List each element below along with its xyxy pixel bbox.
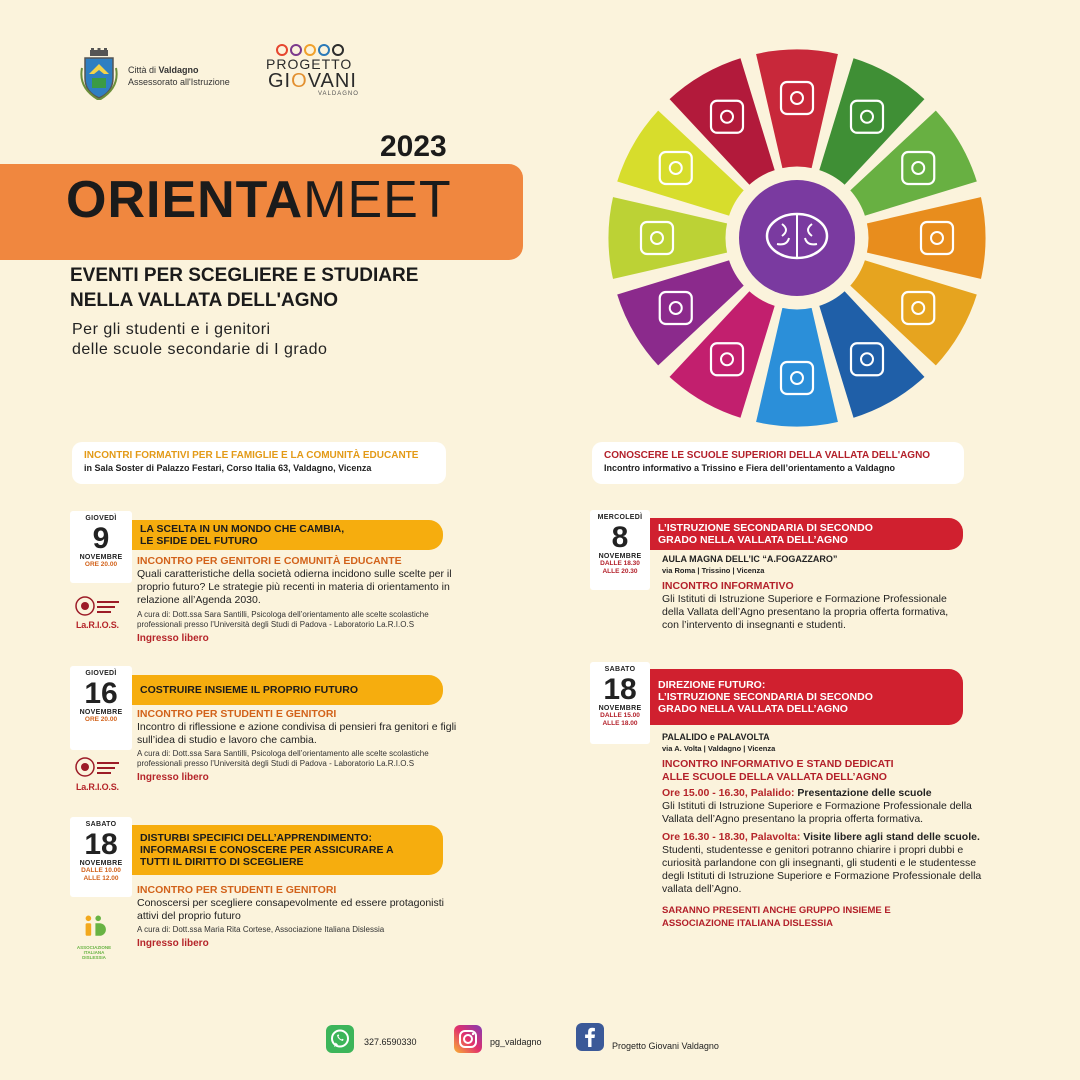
event-title: L’ISTRUZIONE SECONDARIA DI SECONDO GRADO NELLA VALLATA DELL’AGNO (650, 518, 963, 550)
event-details: INCONTRO PER STUDENTI E GENITORI Incontro di riflessione e azione condivisa di pensieri fra genitori e figli sull’idea di studio e lavoro che cambia. A cura di: Dott.ssa Sara Santilli, Psicologa dell’orientamento alle scelte scolastiche professionali presso l’Università degli Studi di Padova - Laboratorio La.R.I.O.S Ingresso libero (137, 708, 457, 783)
event-year: 2023 (380, 130, 447, 163)
date-card: SABATO 18 NOVEMBRE DALLE 15.00 ALLE 18.00 (590, 662, 650, 744)
university-padova-logo (74, 756, 120, 785)
whatsapp-number[interactable]: 327.6590330 (364, 1037, 417, 1047)
event-title: LA SCELTA IN UN MONDO CHE CAMBIA, LE SFIDE DEL FUTURO (132, 520, 443, 550)
date-card: MERCOLEDÌ 8 NOVEMBRE DALLE 18.30 ALLE 20.30 (590, 510, 650, 590)
orientation-wheel (597, 38, 997, 438)
facebook-page[interactable]: Progetto Giovani Valdagno (612, 1041, 719, 1051)
target-audience: Per gli studenti e i genitori delle scuole secondarie di I grado (72, 321, 328, 358)
event-details: INCONTRO INFORMATIVO E STAND DEDICATI ALLE SCUOLE DELLA VALLATA DELL’AGNO Ore 15.00 - 16.30, Palalido: Presentazione delle scuole Gli Istituti di Istruzione Superiore e Formazione Professionale della Vallata dell’Agno presentano la propria offerta formativa. Ore 16.30 - 18.30, Palavolta: Visite libere agli stand delle scuole. Studenti, studentesse e genitori potranno chiarire i propri dubbi e curiosità parlandone con gli insegnanti, gli studenti e le studentesse degli Istituti di Istruzione Superiore e Formazione Professionale della vallata dell’Agno. SARANNO PRESENTI ANCHE GRUPPO INSIEME E ASSOCIAZIONE ITALIANA DISLESSIA (662, 758, 982, 929)
event-details: INCONTRO INFORMATIVO Gli Istituti di Istruzione Superiore e Formazione Professionale della Vallata dell’Agno presentano la propria offerta formativa, con l’intervento di insegnanti e studenti. (662, 580, 949, 631)
instagram-icon[interactable] (454, 1025, 482, 1053)
larios-logo: La.R.I.O.S. (76, 620, 119, 630)
event-location: PALALIDO e PALAVOLTA via A. Volta | Valdagno | Vicenza (662, 732, 776, 753)
aid-logo: ASSOCIAZIONE ITALIANA DISLESSIA (76, 912, 112, 960)
left-section-header: INCONTRI FORMATIVI PER LE FAMIGLIE E LA COMUNITÀ EDUCANTE in Sala Soster di Palazzo Festari, Corso Italia 63, Valdagno, Vicenza (72, 442, 446, 484)
event-details: INCONTRO PER STUDENTI E GENITORI Conoscersi per scegliere consapevolmente ed essere protagonisti attivi del proprio futuro A cura di: Dott.ssa Maria Rita Cortese, Associazione Italiana Dislessia Ingresso libero (137, 884, 445, 949)
progetto-giovani-logo: PROGETTO GIOVANI VALDAGNO (262, 44, 372, 104)
date-card: SABATO 18 NOVEMBRE DALLE 10.00 ALLE 12.00 (70, 817, 132, 897)
page-subtitle: EVENTI PER SCEGLIERE E STUDIARE NELLA VALLATA DELL'AGNO (70, 265, 419, 311)
city-crest-icon (80, 48, 118, 100)
whatsapp-icon[interactable] (326, 1025, 354, 1053)
event-details: INCONTRO PER GENITORI E COMUNITÀ EDUCANTE Quali caratteristiche della società odierna incidono sulle scelte per il proprio futuro? Le strategie più recenti in materia di orientamento in relazione all’Agenda 2030. A cura di: Dott.ssa Sara Santilli, Psicologa dell’orientamento alle scelte scolastiche professionali presso l’Università degli Studi di Padova - Laboratorio La.R.I.O.S Ingresso libero (137, 555, 452, 644)
facebook-icon[interactable] (576, 1023, 604, 1051)
event-location: AULA MAGNA DELL’IC “A.FOGAZZARO” via Roma | Trissino | Vicenza (662, 554, 838, 575)
page-title: ORIENTAMEET (66, 171, 452, 229)
right-section-header: CONOSCERE LE SCUOLE SUPERIORI DELLA VALLATA DELL'AGNO Incontro informativo a Trissino e Fiera dell’orientamento a Valdagno (592, 442, 964, 484)
larios-logo: La.R.I.O.S. (76, 782, 119, 792)
event-title: COSTRUIRE INSIEME IL PROPRIO FUTURO (132, 675, 443, 705)
event-title: DISTURBI SPECIFICI DELL’APPRENDIMENTO: INFORMARSI E CONOSCERE PER ASSICURARE A TUTTI IL DIRITTO DI SCEGLIERE (132, 825, 443, 875)
instagram-handle[interactable]: pg_valdagno (490, 1037, 542, 1047)
department-name: Assessorato all'Istruzione (128, 77, 230, 87)
date-card: GIOVEDÌ 16 NOVEMBRE ORE 20.00 (70, 666, 132, 750)
date-card: GIOVEDÌ 9 NOVEMBRE ORE 20.00 (70, 511, 132, 583)
city-name: Città di Valdagno Assessorato all'Istruzione (128, 65, 230, 87)
logo-dots-icon (276, 44, 344, 56)
event-title: DIREZIONE FUTURO: L’ISTRUZIONE SECONDARIA DI SECONDO GRADO NELLA VALLATA DELL’AGNO (650, 669, 963, 725)
